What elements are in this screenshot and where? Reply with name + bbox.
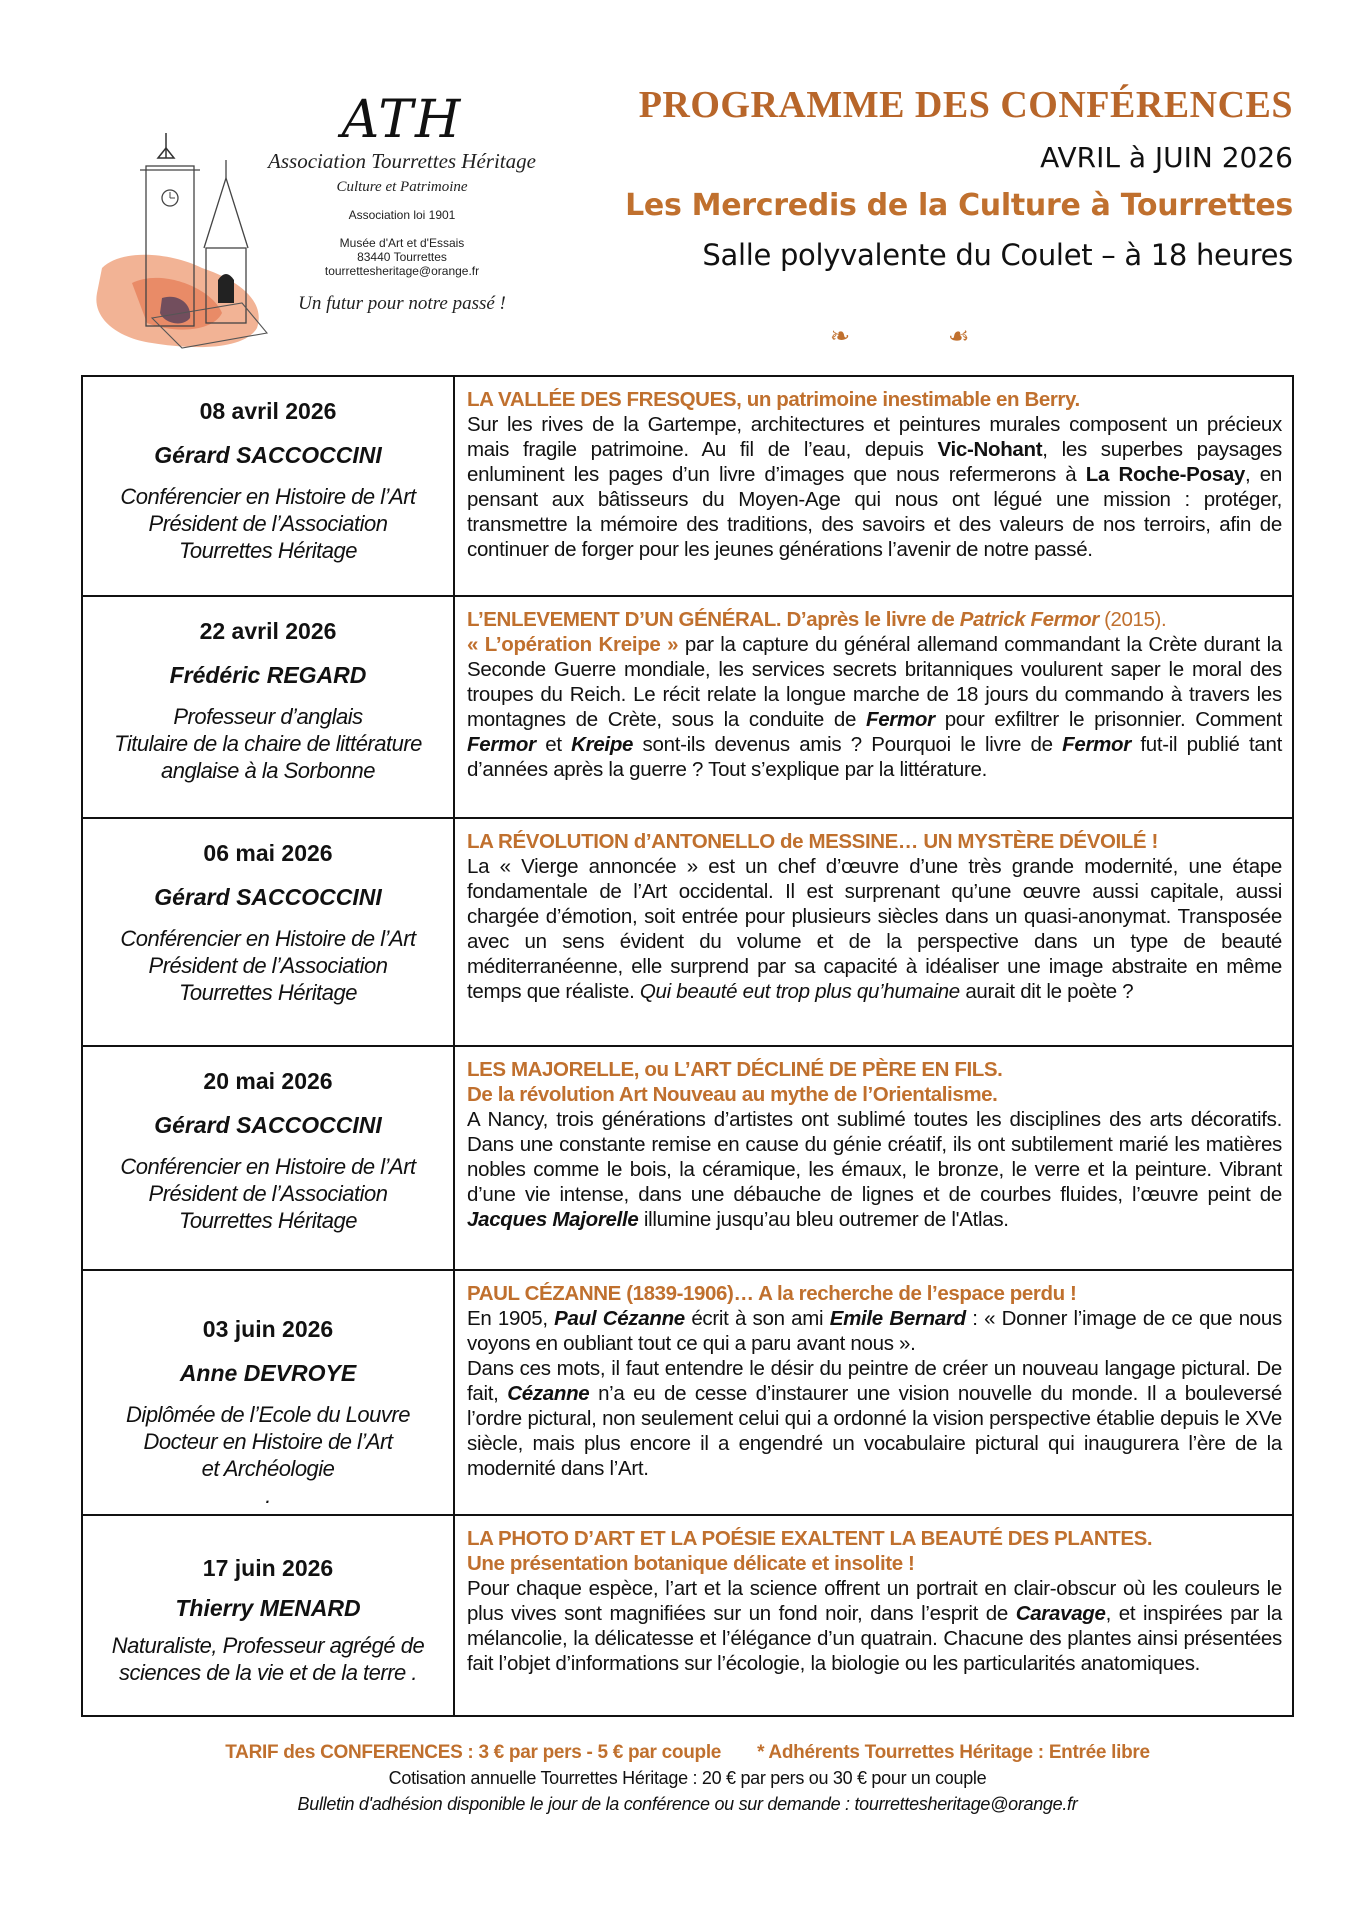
conference-title: LES MAJORELLE, ou L’ART DÉCLINÉ DE PÈRE EN FILS.	[467, 1058, 1003, 1081]
conference-description-cell	[455, 1516, 1292, 1715]
speaker-role-line: Conférencier en Histoire de l’Art	[120, 926, 416, 951]
speaker-role-line: Président de l’Association	[148, 511, 388, 536]
text-run: et	[535, 733, 572, 756]
pricing-footer	[81, 1740, 1294, 1817]
speaker-role-line: Conférencier en Histoire de l’Art	[120, 484, 416, 509]
speaker-role-line: Conférencier en Histoire de l’Art	[120, 1154, 416, 1179]
header-titles	[533, 82, 1293, 274]
speaker-name: Frédéric REGARD	[169, 662, 367, 688]
text-run: En 1905,	[467, 1307, 555, 1330]
speaker-role	[89, 1153, 447, 1234]
logo-address-line2: 83440 Tourrettes	[357, 250, 447, 264]
conference-date: 06 mai 2026	[203, 840, 333, 866]
logo-legal: Association loi 1901	[348, 208, 456, 222]
text-run: , et inspirées par la mélancolie, la délicatesse et l’élégance d’un quatrain. Chacune des plantes ainsi présentées fait l’objet d’informations sur l’écologie, la biologie ou les particularités anatomiques.	[467, 1602, 1282, 1675]
text-run: pour exfiltrer le prisonnier. Comment	[934, 708, 1282, 731]
conference-title	[467, 607, 1282, 632]
venue-label: Salle polyvalente du Coulet – à 18 heures	[702, 238, 1293, 272]
speaker-role-line: Professeur d’anglais	[173, 704, 363, 729]
conference-speaker-cell	[83, 377, 455, 595]
text-run: (2015).	[1098, 608, 1167, 631]
speaker-role	[89, 703, 447, 784]
conference-subtitle: De la révolution Art Nouveau au mythe de l’Orientalisme.	[467, 1083, 998, 1106]
speaker-role-line: Tourrettes Héritage	[178, 538, 357, 563]
text-run: Vic-Nohant	[937, 438, 1043, 461]
church-watercolor-icon	[92, 118, 282, 358]
text-run: A Nancy, trois générations d’artistes ont sublimé toutes les disciplines des arts décoratifs. Dans une constante remise en cause du génie créatif, ils ont subtilement marié les matières nobles comme le bois, la céramique, les émaux, le bronze, le verre et la peinture. Vibrant d’une vie intense, dans une débauche de lignes et de courbes fluides, l’œuvre peint de	[467, 1108, 1282, 1206]
conference-row	[83, 1514, 1292, 1715]
floral-ornament-right-icon: ☙	[948, 323, 970, 350]
text-run: aurait dit le poète ?	[959, 980, 1134, 1003]
conference-description-cell	[455, 819, 1292, 1045]
text-run: Fermor	[865, 708, 935, 731]
speaker-role-line: Tourrettes Héritage	[178, 1208, 357, 1233]
speaker-name: Thierry MENARD	[175, 1595, 361, 1621]
association-logo	[92, 88, 536, 358]
speaker-role-line: Docteur en Histoire de l’Art	[143, 1429, 393, 1454]
logo-email[interactable]: tourrettesheritage@orange.fr	[324, 264, 480, 278]
text-run: « L’opération Kreipe »	[467, 633, 679, 656]
speaker-role-line: Tourrettes Héritage	[178, 980, 357, 1005]
text-run: Sur les rives de la Gartempe, architectures et peintures murales composent un précieux mais fragile patrimoine. Au fil de l’eau, depuis	[467, 413, 1282, 461]
series-title: Les Mercredis de la Culture à Tourrettes	[625, 188, 1293, 223]
text-run: Dans ces mots, il faut entendre le désir du peintre de créer un nouveau langage pictural. De fait,	[467, 1357, 1282, 1405]
conference-speaker-cell	[83, 597, 455, 817]
conference-speaker-cell	[83, 1271, 455, 1514]
text-run: Kreipe	[571, 733, 634, 756]
text-run: Qui beauté eut trop plus qu’humaine	[639, 980, 960, 1003]
conference-body	[467, 412, 1282, 562]
conference-date: 20 mai 2026	[203, 1068, 333, 1094]
logo-acronym: ATH	[341, 90, 463, 150]
text-run: , en pensant aux bâtisseurs du Moyen-Age qui nous ont légué une mission : protéger, transmettre la mémoire des traditions, des savoirs et des valeurs de nos terroirs, afin de continuer de forger pour les jeunes générations l’avenir de notre passé.	[467, 463, 1283, 561]
ornament-divider	[830, 325, 1000, 349]
text-run: Paul Cézanne	[554, 1307, 685, 1330]
speaker-role-line: sciences de la vie et de la terre .	[119, 1660, 417, 1685]
speaker-name: Gérard SACCOCCINI	[154, 442, 382, 468]
conference-description-cell	[455, 377, 1292, 595]
conference-row	[83, 1045, 1292, 1269]
text-run: Cézanne	[507, 1382, 590, 1405]
logo-address-line1: Musée d'Art et d'Essais	[339, 236, 465, 250]
floral-ornament-left-icon: ❧	[830, 323, 851, 350]
text-run: Pour chaque espèce, l’art et la science offrent un portrait en clair-obscur où les couleurs le plus vives sont magnifiées sur un fond noir, dans l’esprit de	[467, 1577, 1282, 1625]
conference-body	[467, 1576, 1282, 1676]
speaker-role-line: Président de l’Association	[148, 953, 388, 978]
text-run: L’ENLEVEMENT D’UN GÉNÉRAL. D’après le livre de	[467, 608, 960, 631]
speaker-role-line: Président de l’Association	[148, 1181, 388, 1206]
conference-body	[467, 632, 1282, 782]
conference-table	[81, 375, 1294, 1717]
conference-body	[467, 1306, 1282, 1481]
conference-speaker-cell	[83, 1516, 455, 1715]
text-run: Fermor	[467, 733, 536, 756]
text-run: illumine jusqu’au bleu outremer de l'Atlas.	[638, 1208, 1009, 1231]
members-free-label: * Adhérents Tourrettes Héritage : Entrée libre	[757, 1742, 1150, 1763]
text-run: , les superbes paysages enluminent les pages d’un livre d’images que nous refermerons à	[467, 438, 1282, 486]
conference-row	[83, 595, 1292, 817]
conference-date: 03 juin 2026	[202, 1316, 334, 1342]
speaker-name: Anne DEVROYE	[179, 1360, 357, 1386]
speaker-role	[89, 1632, 447, 1686]
conference-date: 22 avril 2026	[199, 618, 337, 644]
speaker-role-line: Diplômée de l’Ecole du Louvre	[126, 1402, 410, 1427]
speaker-role	[89, 925, 447, 1006]
text-run: : « Donner l’image de ce que nous voyons en oubliant tout ce qui a paru avant nous ».	[467, 1307, 1282, 1355]
conference-subtitle: Une présentation botanique délicate et insolite !	[467, 1552, 915, 1575]
conference-date: 08 avril 2026	[199, 398, 337, 424]
speaker-role	[89, 483, 447, 564]
speaker-role-line: .	[265, 1483, 271, 1508]
logo-association-name: Association Tourrettes Héritage	[268, 149, 536, 173]
tarif-label: TARIF des CONFERENCES : 3 € par pers - 5 € par couple	[225, 1742, 722, 1763]
conference-body	[467, 854, 1282, 1004]
conference-description-cell	[455, 597, 1292, 817]
speaker-role	[89, 1401, 447, 1509]
conference-row	[83, 377, 1292, 595]
conference-date: 17 juin 2026	[202, 1555, 334, 1581]
speaker-name: Gérard SACCOCCINI	[154, 884, 382, 910]
logo-motto: Un futur pour notre passé !	[298, 293, 506, 314]
logo-text-block	[262, 88, 542, 316]
conference-title: LA VALLÉE DES FRESQUES, un patrimoine inestimable en Berry.	[467, 388, 1080, 411]
text-run: fut-il publié tant d’années après la guerre ? Tout s’explique par la littérature.	[467, 733, 1282, 781]
speaker-name: Gérard SACCOCCINI	[154, 1112, 382, 1138]
text-run: Jacques Majorelle	[467, 1208, 639, 1231]
text-run: n’a eu de cesse d’instaurer une vision nouvelle du monde. Il a bouleversé l’ordre pictural, non seulement celui qui a ordonné la vision perspective établie depuis le XVe siècle, mais plus encore il a engendré un vocabulaire pictural qui inaugurera l’ère de la modernité dans l’Art.	[467, 1382, 1282, 1480]
text-run: La « Vierge annoncée » est un chef d’œuvre d’une très grande modernité, une étape fondamentale de l’Art occidental. Il est surprenant qu’une œuvre aussi capitale, aussi chargée d’émotion, soit entrée pour plusieurs siècles dans un quasi-anonymat. Transposée avec un sens évident du volume et de la perspective dans un type de beauté méditerranéenne, elle surprend par sa capacité à idéaliser une image abstraite en même temps que réaliste.	[467, 855, 1282, 1003]
conference-description-cell	[455, 1271, 1292, 1514]
speaker-role-line: et Archéologie	[201, 1456, 335, 1481]
conference-description-cell	[455, 1047, 1292, 1269]
text-run: écrit à son ami	[684, 1307, 830, 1330]
text-run: Fermor	[1062, 733, 1131, 756]
page-title: PROGRAMME DES CONFÉRENCES	[638, 84, 1293, 126]
conference-title: LA PHOTO D’ART ET LA POÉSIE EXALTENT LA BEAUTÉ DES PLANTES.	[467, 1527, 1153, 1550]
pricing-line	[81, 1740, 1294, 1766]
membership-form-note: Bulletin d'adhésion disponible le jour de la conférence ou sur demande : tourrettesheritage@orange.fr	[297, 1794, 1078, 1814]
conference-title: PAUL CÉZANNE (1839-1906)… A la recherche de l’espace perdu !	[467, 1282, 1077, 1305]
text-run: sont-ils devenus amis ? Pourquoi le livre de	[633, 733, 1063, 756]
text-run: Emile Bernard	[829, 1307, 966, 1330]
text-run: La Roche-Posay	[1085, 463, 1246, 486]
text-run: Patrick Fermor	[959, 608, 1099, 631]
conference-speaker-cell	[83, 819, 455, 1045]
conference-speaker-cell	[83, 1047, 455, 1269]
speaker-role-line: Titulaire de la chaire de littérature	[114, 731, 422, 756]
speaker-role-line: Naturaliste, Professeur agrégé de	[111, 1633, 425, 1658]
logo-tagline: Culture et Patrimoine	[336, 179, 468, 195]
membership-fee-label: Cotisation annuelle Tourrettes Héritage : 20 € par pers ou 30 € pour un couple	[388, 1768, 987, 1788]
conference-row	[83, 1269, 1292, 1514]
conference-row	[83, 817, 1292, 1045]
conference-title: LA RÉVOLUTION d’ANTONELLO de MESSINE… UN MYSTÈRE DÉVOILÉ !	[467, 830, 1158, 853]
period-label: AVRIL à JUIN 2026	[1040, 141, 1293, 174]
speaker-role-line: anglaise à la Sorbonne	[160, 758, 376, 783]
conference-body	[467, 1107, 1282, 1232]
text-run: par la capture du général allemand commandant la Crète durant la Seconde Guerre mondiale, les services secrets britanniques voulurent saper le moral des troupes du Reich. Le récit relate la longue marche de 18 jours du commando à travers les montagnes de Crète, sous la conduite de	[467, 633, 1282, 731]
text-run: Caravage	[1015, 1602, 1106, 1625]
